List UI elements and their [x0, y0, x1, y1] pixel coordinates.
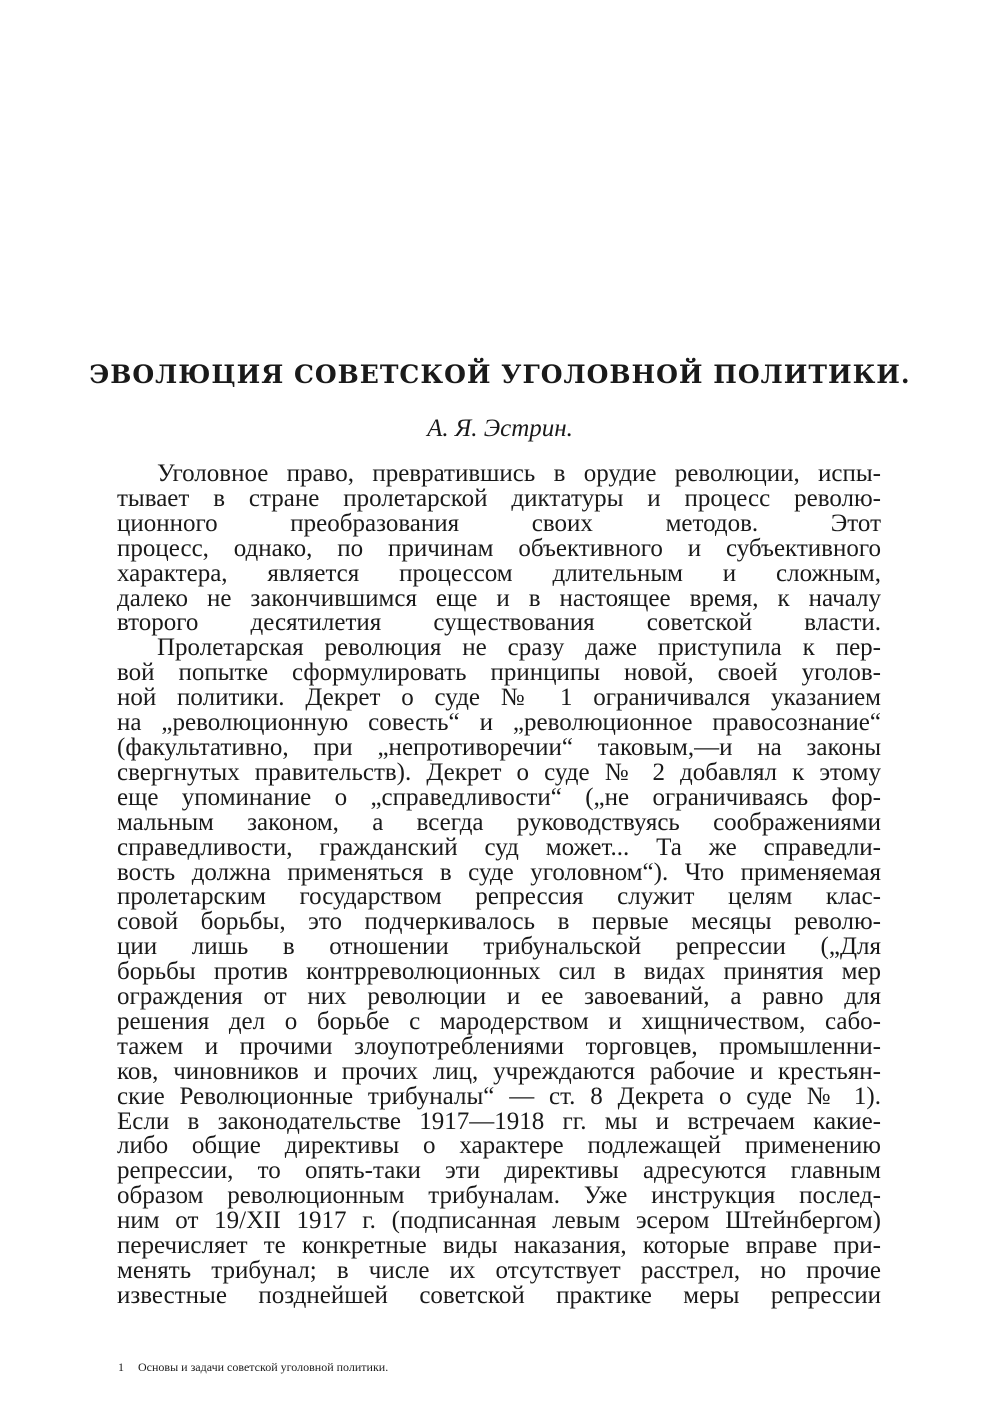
- body-line: ограждения от них революции и ее завоеваний, а равно для: [117, 983, 881, 1011]
- body-line: борьбы против контрреволюционных сил в видах принятия мер: [117, 958, 881, 986]
- article-body: [117, 462, 881, 1309]
- body-line: ские Революционные трибуналы“ — ст. 8 Декрета о суде № 1).: [117, 1082, 881, 1110]
- body-line: на „революционную совесть“ и „революционное правосознание“: [117, 709, 881, 737]
- footnote-number: 1: [118, 1360, 124, 1374]
- body-line: характера, является процессом длительным и сложным,: [117, 559, 881, 587]
- footnote-text: Основы и задачи советской уголовной политики.: [138, 1360, 389, 1374]
- body-line: Пролетарская революция не сразу даже приступила к пер-: [157, 634, 881, 662]
- body-line: перечисляет те конкретные виды наказания, которые вправе при-: [117, 1232, 881, 1260]
- body-line: образом революционным трибуналам. Уже инструкция послед-: [117, 1182, 881, 1210]
- body-line: репрессии, то опять-таки эти директивы адресуются главным: [117, 1157, 881, 1185]
- body-line: ционного преобразования своих методов. Этот: [117, 509, 881, 537]
- body-line: ков, чиновников и прочих лиц, учреждаются рабочие и крестьян-: [117, 1057, 881, 1085]
- body-line: далеко не закончившимся еще и в настоящее время, к началу: [117, 584, 881, 612]
- body-line: Уголовное право, превратившись в орудие революции, испы-: [157, 460, 881, 487]
- article-title: ЭВОЛЮЦИЯ СОВЕТСКОЙ УГОЛОВНОЙ ПОЛИТИКИ.: [89, 360, 911, 389]
- body-line: тывает в стране пролетарской диктатуры и процесс револю-: [117, 484, 881, 512]
- body-line: свергнутых правительств). Декрет о суде № 2 добавлял к этому: [117, 758, 881, 786]
- body-line: ним от 19/XII 1917 г. (подписанная левым эсером Штейнбергом): [117, 1207, 881, 1235]
- body-line: справедливости, гражданский суд может... Та же справедли-: [117, 833, 881, 861]
- body-line: менять трибунал; в числе их отсутствует расстрел, но прочие: [117, 1257, 881, 1284]
- body-line: решения дел о борьбе с мародерством и хищничеством, сабо-: [117, 1007, 881, 1035]
- body-line: ции лишь в отношении трибунальской репрессии („Для: [117, 933, 881, 961]
- body-line: известные позднейшей советской практике меры репрессии: [117, 1281, 881, 1309]
- body-line: Если в законодательстве 1917—1918 гг. мы и встречаем какие-: [117, 1107, 881, 1135]
- body-line: тажем и прочими злоупотреблениями торговцев, промышленни-: [117, 1032, 881, 1060]
- body-line: вость должна применяться в суде уголовном“). Что применяемая: [117, 858, 881, 886]
- body-line: ной политики. Декрет о суде № 1 ограничивался указанием: [117, 684, 881, 712]
- body-line: процесс, однако, по причинам объективного и субъективного: [117, 534, 881, 562]
- body-line: мальным законом, а всегда руководствуясь соображениями: [117, 808, 881, 836]
- body-line: (факультативно, при „непротиворечии“ таковым,—и на законы: [117, 733, 881, 761]
- footnote: [118, 1360, 388, 1375]
- body-line: вой попытке сформулировать принципы новой, своей уголов-: [117, 659, 881, 687]
- body-line: второго десятилетия существования советской власти.: [117, 609, 881, 637]
- body-line: еще упоминание о „справедливости“ („не ограничиваясь фор-: [117, 783, 881, 811]
- article-author: А. Я. Эстрин.: [427, 415, 573, 442]
- body-line: совой борьбы, это подчеркивалось в первые месяцы револю-: [117, 908, 881, 936]
- body-line: либо общие директивы о характере подлежащей применению: [117, 1132, 881, 1160]
- body-line: пролетарским государством репрессия служит целям клас-: [117, 883, 881, 911]
